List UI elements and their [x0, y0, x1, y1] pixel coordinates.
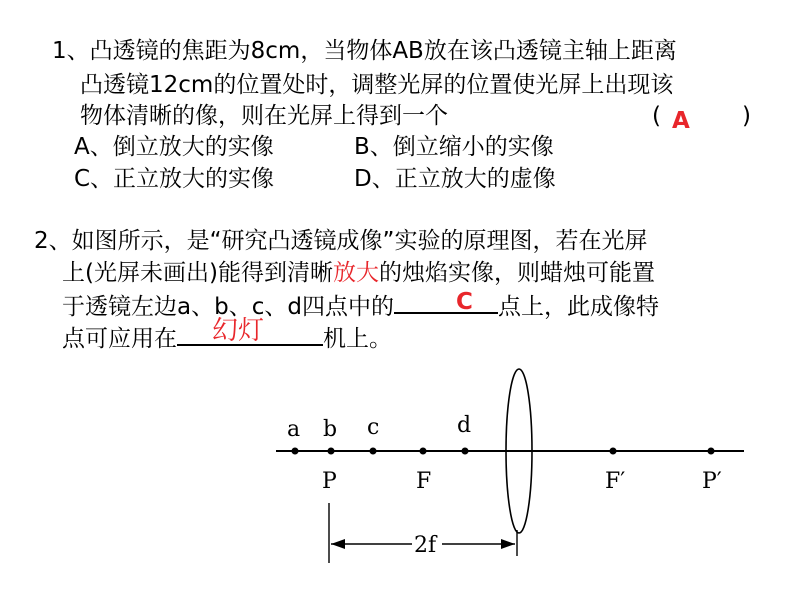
label-p-prime: P′ [702, 469, 722, 494]
label-f-prime: F′ [605, 469, 626, 494]
dim-arrow-right [501, 539, 515, 549]
point-f [420, 448, 427, 455]
q1-answer: A [672, 108, 690, 134]
point-d [462, 448, 469, 455]
point-c [370, 448, 377, 455]
point-b [328, 448, 335, 455]
label-b: b [323, 417, 338, 442]
q1-paren-open: ( [652, 103, 661, 129]
q2-line3-b: 点上，此成像特 [497, 294, 659, 320]
q1-line2: 凸透镜12cm的位置处时，调整光屏的位置使光屏上出现该 [80, 72, 674, 98]
q2-line4-b: 机上。 [323, 326, 392, 352]
point-p-prime [708, 448, 715, 455]
q2-line1: 2、如图所示，是“研究凸透镜成像”实验的原理图，若在光屏 [34, 228, 648, 254]
label-d: d [457, 413, 472, 438]
label-f: F [416, 469, 432, 494]
point-f-prime [610, 448, 617, 455]
label-2f: 2f [414, 533, 437, 558]
q1-option-d: D、正立放大的虚像 [354, 166, 556, 192]
label-p: P [322, 469, 337, 494]
q1-line1: 1、凸透镜的焦距为8cm，当物体AB放在该凸透镜主轴上距离 [52, 38, 677, 64]
q1-line3: 物体清晰的像，则在光屏上得到一个 [80, 103, 448, 129]
q2-answer-2: 幻灯 [212, 316, 265, 346]
q2-line4-a: 点可应用在 [62, 326, 177, 352]
point-a [292, 448, 299, 455]
q2-answer-1: C [456, 289, 473, 315]
dim-arrow-left [331, 539, 345, 549]
q1-option-c: C、正立放大的实像 [74, 166, 275, 192]
label-c: c [367, 415, 380, 440]
q2-line2-highlight: 放大 [332, 260, 379, 286]
q2-line2-b: 的烛焰实像，则蜡烛可能置 [378, 260, 655, 286]
label-a: a [287, 417, 301, 442]
q2-line2-a: 上(光屏未画出)能得到清晰 [62, 260, 333, 286]
q1-option-b: B、倒立缩小的实像 [354, 134, 554, 160]
q2-line3-a: 于透镜左边a、b、c、d四点中的 [62, 294, 394, 320]
q1-option-a: A、倒立放大的实像 [74, 134, 274, 160]
q1-paren-close: ) [742, 103, 751, 129]
